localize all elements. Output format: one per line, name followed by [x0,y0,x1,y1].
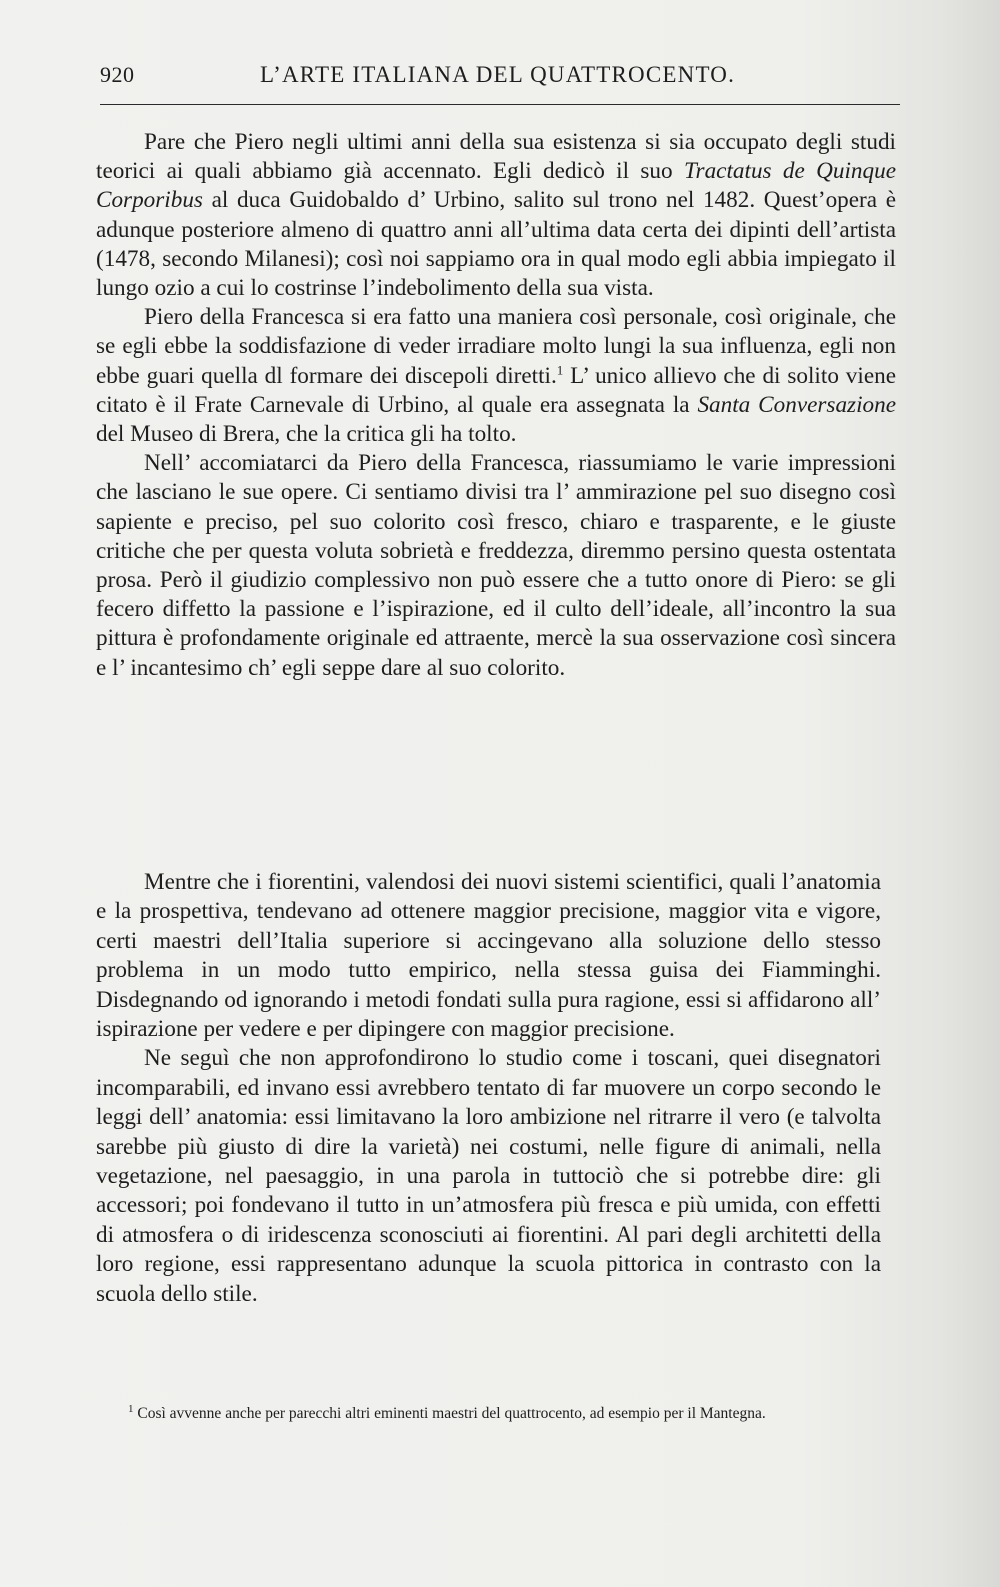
book-title: Tractatus de Quinque Corporibus [96,158,896,214]
text-span: al duca Guidobaldo d’ Urbino, salito sul trono nel 1482. Quest’opera è adunque posteriore almeno di quattro anni all’ultima data certa dei dipinti dell’artista (1478, secondo Milanesi); così noi sappiamo ora in qual modo egli abbia impiegato il lungo ozio a cui lo costrinse l’indebolimento della sua vista. [96,187,896,302]
paragraph: Ne seguì che non approfondirono lo studio come i toscani, quei disegnatori incomparabili, ed invano essi avrebbero tentato di far muovere un corpo secondo le leggi dell’ anatomia: essi limitavano la loro ambizione nel ritrarre il vero (e talvolta sarebbe più giusto di dire la varietà) nei costumi, nelle figure di animali, nella vegetazione, nel paesaggio, in una parola in tuttociò che si potrebbe dire: gli accessori; poi fondevano il tutto in un’atmosfera più fresca e più umida, con effetti di atmosfera o di iridescenza sconosciuti ai fiorentini. Al pari degli architetti della loro regione, essi rappresentano adunque la scuola pittorica in contrasto con la scuola dello stile. [96,1045,881,1307]
paragraph: Mentre che i fiorentini, valendosi dei nuovi sistemi scientifici, quali l’anatomia e la prospettiva, tendevano ad ottenere maggior precisione, maggior vita e vigore, certi maestri dell’Italia superiore si accingevano alla soluzione dello stesso problema in un modo tutto empirico, nella stessa guisa dei Fiamminghi. Disdegnando od ignorando i metodi fondati sulla pura ragione, essi si affidarono all’ ispirazione per vedere e per dipingere con maggior precisione. [96,869,881,1043]
text-span: del Museo di Brera, che la critica gli ha tolto. [96,421,517,448]
footnote-text [80,1404,872,1424]
section-northern-masters [96,868,881,1309]
header-rule [100,104,900,105]
page-number: 920 [100,62,135,87]
footnote-reference: 1 [556,361,564,377]
paragraph: Nell’ accomiatarci da Piero della Francesca, riassumiamo le varie impressioni che lasciano le sue opere. Ci sentiamo divisi tra l’ ammirazione pel suo disegno così sapiente e preciso, pel suo colorito così fresco, chiaro e trasparente, e le giuste critiche che per questa voluta sobrietà e freddezza, diremmo persino questa ostentata prosa. Però il giudizio complessivo non può essere che a tutto onore di Piero: se gli fecero diffetto la passione e l’ispirazione, ed il culto dell’ideale, all’incontro la sua pittura è profondamente originale ed attraente, mercè la sua osservazione così sincera e l’ incantesimo ch’ egli seppe dare al suo colorito. [96,450,896,681]
text-span: L’ unico allievo che di solito viene citato è il Frate Carnevale di Urbino, al quale era assegnata la [96,362,896,418]
footnote-mark: 1 [128,1402,134,1415]
text-span: Pare che Piero negli ultimi anni della sua esistenza si sia occupato degli studi teorici ai quali abbiamo già accennato. Egli dedicò il suo [96,129,896,185]
paragraph [96,303,896,449]
footnote [80,1404,872,1424]
paragraph [96,128,896,303]
section-piero-della-francesca [96,128,896,683]
page-header [100,58,890,98]
text-span: Così avvenne anche per parecchi altri eminenti maestri del quattrocento, ad esempio per il Mantegna. [137,1405,766,1422]
running-title: L’ARTE ITALIANA DEL QUATTROCENTO. [260,62,736,87]
artwork-title: Santa Conversazione [697,391,896,418]
text-span: Piero della Francesca si era fatto una maniera così personale, così originale, che se egli ebbe la soddisfazione di veder irradiare molto lungi la sua influenza, egli non ebbe guari quella dl formare dei discepoli diretti. [96,304,896,389]
